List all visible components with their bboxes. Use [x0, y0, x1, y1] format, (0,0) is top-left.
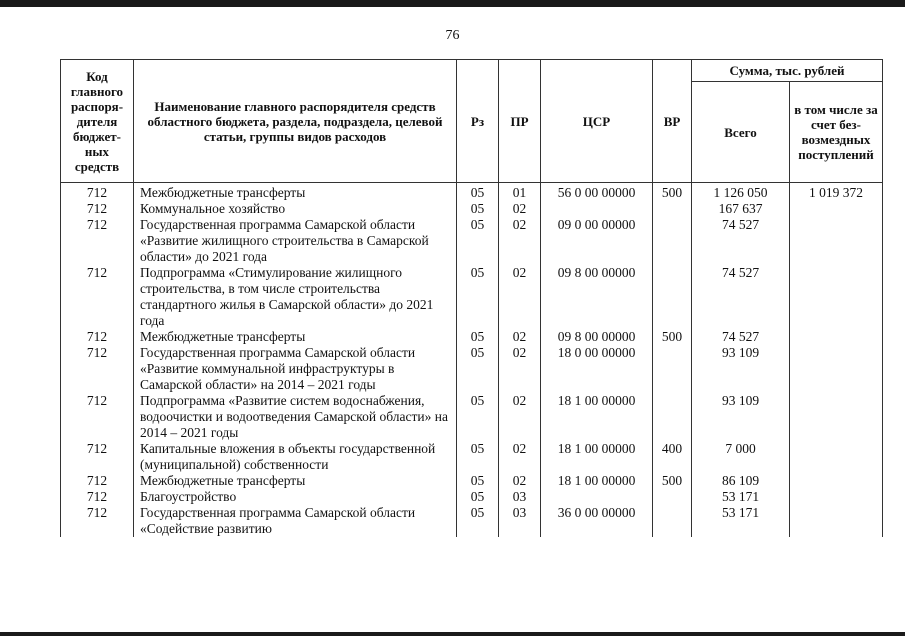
cell-vr: [653, 201, 692, 217]
header-pr: ПР: [499, 60, 541, 183]
table-row: [61, 265, 883, 329]
cell-name: Межбюджетные трансферты: [134, 473, 457, 489]
cell-vr: 500: [653, 329, 692, 345]
cell-total: 53 171: [692, 489, 790, 505]
cell-gratuitous: [790, 265, 883, 329]
table-row: [61, 473, 883, 489]
cell-pr: 01: [499, 183, 541, 202]
cell-rz: 05: [457, 217, 499, 265]
cell-gratuitous: [790, 345, 883, 393]
cell-rz: 05: [457, 473, 499, 489]
cell-csr: 09 0 00 00000: [541, 217, 653, 265]
cell-pr: 03: [499, 489, 541, 505]
cell-gratuitous: [790, 441, 883, 473]
cell-rz: 05: [457, 183, 499, 202]
cell-rz: 05: [457, 505, 499, 537]
cell-total: 1 126 050: [692, 183, 790, 202]
table-row: [61, 441, 883, 473]
header-csr: ЦСР: [541, 60, 653, 183]
cell-code: 712: [61, 201, 134, 217]
budget-table: [60, 59, 883, 537]
header-name: Наименование главного распорядителя средств областного бюджета, раздела, подраздела, целевой статьи, группы видов расходов: [134, 60, 457, 183]
cell-vr: [653, 265, 692, 329]
cell-pr: 02: [499, 329, 541, 345]
scan-top-border: [0, 0, 905, 7]
cell-csr: [541, 201, 653, 217]
cell-code: 712: [61, 441, 134, 473]
cell-csr: 18 1 00 00000: [541, 473, 653, 489]
cell-vr: 400: [653, 441, 692, 473]
cell-rz: 05: [457, 441, 499, 473]
cell-pr: 02: [499, 441, 541, 473]
cell-vr: 500: [653, 183, 692, 202]
cell-pr: 02: [499, 473, 541, 489]
cell-csr: 56 0 00 00000: [541, 183, 653, 202]
cell-name: Межбюджетные трансферты: [134, 329, 457, 345]
cell-name: Межбюджетные трансферты: [134, 183, 457, 202]
cell-name: Подпрограмма «Развитие систем водоснабжения, водоочистки и водоотведения Самарской области» на 2014 – 2021 годы: [134, 393, 457, 441]
cell-gratuitous: [790, 329, 883, 345]
header-gratuitous: в том числе за счет без-возмездных поступлений: [790, 82, 883, 183]
cell-pr: 02: [499, 345, 541, 393]
header-total: Всего: [692, 82, 790, 183]
table-row: [61, 183, 883, 202]
cell-gratuitous: [790, 473, 883, 489]
page-number: 76: [445, 28, 460, 43]
cell-name: Благоустройство: [134, 489, 457, 505]
cell-total: 74 527: [692, 329, 790, 345]
cell-pr: 02: [499, 201, 541, 217]
cell-code: 712: [61, 265, 134, 329]
table-row: [61, 489, 883, 505]
table-row: [61, 393, 883, 441]
cell-vr: 500: [653, 473, 692, 489]
cell-total: 93 109: [692, 393, 790, 441]
cell-csr: 18 1 00 00000: [541, 393, 653, 441]
cell-gratuitous: [790, 201, 883, 217]
cell-code: 712: [61, 489, 134, 505]
cell-code: 712: [61, 345, 134, 393]
cell-gratuitous: [790, 489, 883, 505]
cell-gratuitous: [790, 505, 883, 537]
cell-total: 93 109: [692, 345, 790, 393]
table-row: [61, 345, 883, 393]
cell-csr: 18 0 00 00000: [541, 345, 653, 393]
header-code: Код главного распоря-дителя бюджет-ных средств: [61, 60, 134, 183]
cell-total: 74 527: [692, 217, 790, 265]
cell-code: 712: [61, 473, 134, 489]
cell-gratuitous: 1 019 372: [790, 183, 883, 202]
cell-pr: 02: [499, 217, 541, 265]
table-header: [61, 60, 883, 183]
cell-code: 712: [61, 217, 134, 265]
cell-code: 712: [61, 393, 134, 441]
cell-csr: 36 0 00 00000: [541, 505, 653, 537]
cell-csr: 09 8 00 00000: [541, 265, 653, 329]
cell-vr: [653, 505, 692, 537]
cell-code: 712: [61, 505, 134, 537]
cell-vr: [653, 393, 692, 441]
table-body: [61, 183, 883, 538]
cell-name: Капитальные вложения в объекты государственной (муниципальной) собственности: [134, 441, 457, 473]
cell-name: Подпрограмма «Стимулирование жилищного строительства, в том числе строительства стандартного жилья в Самарской области» до 2021 года: [134, 265, 457, 329]
cell-rz: 05: [457, 201, 499, 217]
cell-total: 74 527: [692, 265, 790, 329]
table-row: [61, 217, 883, 265]
cell-total: 7 000: [692, 441, 790, 473]
cell-code: 712: [61, 183, 134, 202]
cell-code: 712: [61, 329, 134, 345]
cell-name: Государственная программа Самарской области «Содействие развитию: [134, 505, 457, 537]
cell-vr: [653, 489, 692, 505]
cell-total: 167 637: [692, 201, 790, 217]
table-row: [61, 329, 883, 345]
cell-csr: 18 1 00 00000: [541, 441, 653, 473]
cell-pr: 03: [499, 505, 541, 537]
cell-total: 86 109: [692, 473, 790, 489]
header-rz: Рз: [457, 60, 499, 183]
cell-rz: 05: [457, 329, 499, 345]
cell-gratuitous: [790, 217, 883, 265]
cell-rz: 05: [457, 265, 499, 329]
cell-rz: 05: [457, 393, 499, 441]
header-vr: ВР: [653, 60, 692, 183]
cell-vr: [653, 345, 692, 393]
cell-total: 53 171: [692, 505, 790, 537]
cell-pr: 02: [499, 265, 541, 329]
cell-csr: [541, 489, 653, 505]
table-row: [61, 505, 883, 537]
cell-csr: 09 8 00 00000: [541, 329, 653, 345]
cell-vr: [653, 217, 692, 265]
cell-name: Государственная программа Самарской области «Развитие коммунальной инфраструктуры в Самарской области» на 2014 – 2021 годы: [134, 345, 457, 393]
cell-gratuitous: [790, 393, 883, 441]
cell-pr: 02: [499, 393, 541, 441]
scan-bottom-border: [0, 632, 905, 636]
cell-name: Коммунальное хозяйство: [134, 201, 457, 217]
cell-name: Государственная программа Самарской области «Развитие жилищного строительства в Самарской области» до 2021 года: [134, 217, 457, 265]
cell-rz: 05: [457, 345, 499, 393]
header-sum: Сумма, тыс. рублей: [692, 60, 883, 82]
table-row: [61, 201, 883, 217]
cell-rz: 05: [457, 489, 499, 505]
